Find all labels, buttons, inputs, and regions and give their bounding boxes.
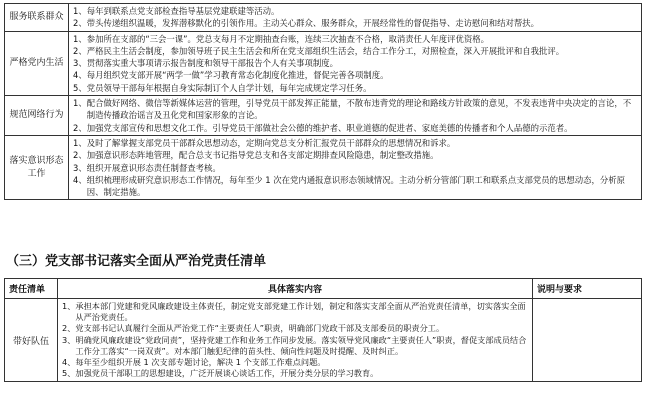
item-text: 党员领导干部每年根据自身实际制订个人自学计划，每年完成规定学习任务。: [86, 82, 372, 93]
item-number: 5、: [62, 368, 76, 379]
item-number: 2、: [73, 45, 87, 56]
table-header-row: [5, 279, 642, 299]
item-text: 加强党员干部职工的思想建设，广泛开展谈心谈话工作，开展分类分层的学习教育。: [75, 368, 379, 379]
item-text: 加强意识形态阵地管理，配合总支书记指导党总支和各支部定期排查风险隐患，制定整改措施。: [86, 150, 439, 161]
responsibility-table-top: [4, 3, 642, 200]
item-number: 2、: [73, 150, 87, 161]
table-row: [5, 135, 642, 199]
item-text: 及时了解掌握支部党员干部群众思想动态，定期向党总支分析汇报党员干部群众的思想情况和诉求。: [86, 137, 456, 148]
item-text: 组织开展意识形态责任制督查考核。: [86, 162, 221, 173]
item-text: 配合做好网络、微信等新媒体运营的管理，引导党员干部发挥正能量，不散布违背党的理论和路线方针政策的意见，不发表违背中央决定的言论，不制造传播政治谣言及丑化党和国家形象的言论。: [86, 98, 632, 121]
item-number: 2、: [62, 323, 76, 334]
list-item: [62, 357, 528, 368]
item-text: 每月组织党支部开展“两学一做”学习教育常态化制度化推进，督促完善各项制度。: [86, 70, 389, 81]
list-item: [62, 335, 528, 357]
item-text: 承担本部门党建和党风廉政建设主体责任，制定党支部党建工作计划，制定和落实支部全面从严治党责任清单，切实落实全面从严治党责任。: [75, 301, 526, 323]
row-category: 严格党内生活: [5, 31, 69, 95]
item-number: 2、: [73, 18, 87, 29]
row-category: 落实意识形态工作: [5, 135, 69, 199]
item-number: 1、: [73, 6, 87, 16]
item-number: 1、: [73, 33, 87, 44]
list-item: [73, 149, 637, 161]
item-number: 1、: [73, 137, 87, 148]
table-row: [5, 4, 642, 32]
header-notes-requirements: 说明与要求: [533, 279, 642, 299]
row-category: 带好队伍: [5, 299, 58, 382]
section-title: （三）党支部书记落实全面从严治党责任清单: [6, 254, 267, 269]
item-number: 3、: [62, 334, 76, 345]
list-item: [62, 368, 528, 379]
row-category: 规范网络行为: [5, 96, 69, 136]
list-item: [73, 33, 637, 45]
row-notes: [533, 299, 642, 382]
list-item: [73, 174, 637, 199]
list-item: [73, 5, 637, 17]
item-number: 5、: [73, 82, 87, 93]
item-text: 带头传递组织温暖，发挥潜移默化的引领作用。主动关心群众、服务群众，开展经常性的督促指导、走访慰问和结对帮扶。: [86, 18, 539, 29]
list-item: [73, 82, 637, 94]
item-number: 3、: [73, 162, 87, 173]
item-number: 4、: [62, 357, 76, 368]
item-text: 每年到联系点党支部检查指导基层党建联建等活动。: [86, 6, 280, 16]
header-responsibility-list: 责任清单: [5, 279, 58, 299]
item-number: 3、: [73, 58, 87, 69]
item-text: 组织梳理形成研究意识形态工作情况，每年至少 1 次在党内通报意识形态领域情况。主动分析分管部门职工和联系点支部党员的思想动态，分析原因、制定措施。: [86, 174, 625, 198]
table-row: [5, 31, 642, 95]
item-text: 加强党支部宣传和思想文化工作。引导党员干部做社会公德的维护者、职业道德的促进者、家庭美德的传播者和个人品德的示范者。: [86, 122, 573, 133]
list-item: [73, 17, 637, 29]
row-items: [69, 135, 642, 199]
item-text: 严格民主生活会制度，参加领导班子民主生活会和所在党支部组织生活会，结合工作分工，对照检查，深入开展批评和自我批评。: [86, 45, 565, 56]
table-row: [5, 299, 642, 382]
list-item: [73, 97, 637, 122]
item-number: 1、: [62, 301, 76, 311]
list-item: [62, 301, 528, 323]
item-text: 明确党风廉政建设“党政同责”，坚持党建工作和业务工作同步发展。落实领导党风廉政“主要责任人”职责，督促支部成员结合工作分工落实“一岗双责”。对本部门触犯纪律的苗头性、倾向性问题及时提醒、及时纠正。: [75, 334, 527, 356]
header-specific-content: 具体落实内容: [58, 279, 533, 299]
list-item: [73, 162, 637, 174]
item-text: 党支部书记认真履行全面从严治党工作“主要责任人”职责，明确部门党政干部及支部委员的职责分工。: [75, 323, 445, 334]
item-text: 参加所在支部的“三会一课”。党总支每月不定期抽查台账，连续三次抽查不合格，取消责任人年度评优资格。: [86, 33, 490, 44]
responsibility-table-bottom: [4, 278, 642, 382]
list-item: [73, 45, 637, 57]
item-number: 4、: [73, 70, 87, 81]
item-number: 1、: [73, 98, 87, 109]
item-text: 每年至少组织开展 1 次支部专题讨论，解决 1 个支部工作难点问题。: [75, 357, 326, 368]
list-item: [73, 122, 637, 134]
row-items: [69, 96, 642, 136]
row-category: 服务联系群众: [5, 4, 69, 32]
table-row: [5, 96, 642, 136]
list-item: [62, 323, 528, 334]
list-item: [73, 57, 637, 69]
row-items: [69, 4, 642, 32]
list-item: [73, 137, 637, 149]
item-number: 4、: [73, 174, 87, 185]
row-items: [58, 299, 533, 382]
item-text: 贯彻落实重大事项请示报告制度和领导干部报告个人有关事项制度。: [86, 58, 338, 69]
list-item: [73, 69, 637, 81]
item-number: 2、: [73, 122, 87, 133]
row-items: [69, 31, 642, 95]
